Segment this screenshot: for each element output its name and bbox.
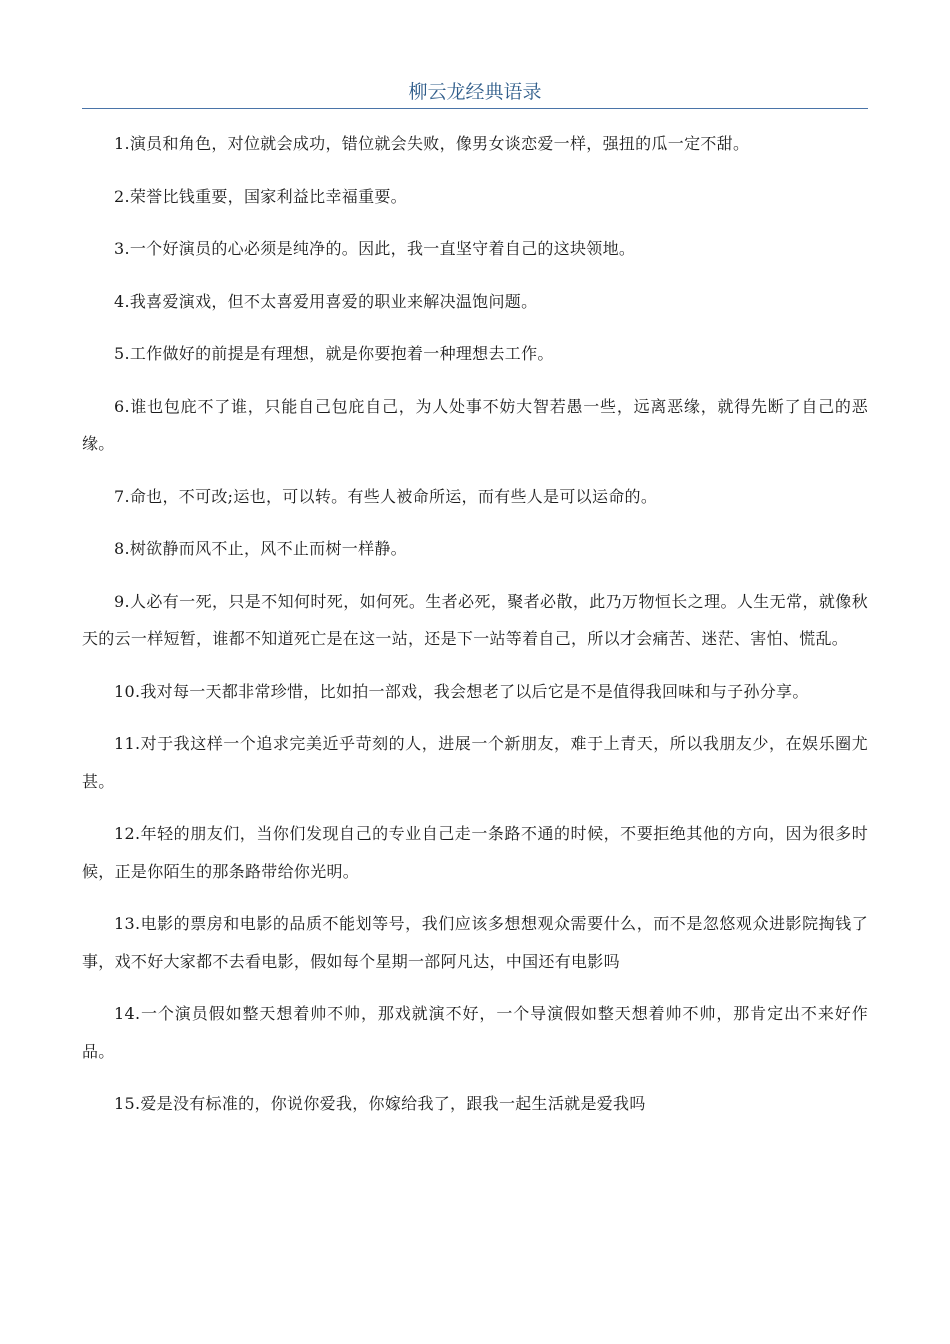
quote-item: 14.一个演员假如整天想着帅不帅，那戏就演不好，一个导演假如整天想着帅不帅，那肯定出不来好作品。 bbox=[82, 1004, 868, 1061]
quote-item: 15.爱是没有标准的，你说你爱我，你嫁给我了，跟我一起生活就是爱我吗 bbox=[114, 1094, 646, 1113]
quote-item: 12.年轻的朋友们，当你们发现自己的专业自己走一条路不通的时候，不要拒绝其他的方向，因为很多时候，正是你陌生的那条路带给你光明。 bbox=[82, 824, 868, 881]
document-title: 柳云龙经典语录 bbox=[408, 81, 542, 103]
quote-item: 6.谁也包庇不了谁，只能自己包庇自己，为人处事不妨大智若愚一些，远离恶缘，就得先断了自己的恶缘。 bbox=[82, 396, 868, 453]
quote-item: 4.我喜爱演戏，但不太喜爱用喜爱的职业来解决温饱问题。 bbox=[114, 291, 538, 311]
quote-item: 9.人必有一死，只是不知何时死，如何死。生者必死，聚者必散，此乃万物恒长之理。人生无常，就像秋天的云一样短暂，谁都不知道死亡是在这一站，还是下一站等着自己，所以才会痛苦、迷茫、害怕、慌乱。 bbox=[82, 591, 868, 648]
title-divider bbox=[82, 108, 868, 109]
quote-item: 2.荣誉比钱重要，国家利益比幸福重要。 bbox=[114, 186, 407, 206]
document-page bbox=[82, 78, 868, 1138]
quote-list bbox=[82, 125, 868, 1123]
quote-item: 7.命也，不可改;运也，可以转。有些人被命所运，而有些人是可以运命的。 bbox=[114, 486, 658, 506]
quote-item: 1.演员和角色，对位就会成功，错位就会失败，像男女谈恋爱一样，强扭的瓜一定不甜。 bbox=[114, 134, 750, 153]
quote-item: 5.工作做好的前提是有理想，就是你要抱着一种理想去工作。 bbox=[114, 344, 554, 363]
quote-item: 13.电影的票房和电影的品质不能划等号，我们应该多想想观众需要什么，而不是忽悠观众进影院掏钱了事，戏不好大家都不去看电影，假如每个星期一部阿凡达，中国还有电影吗 bbox=[82, 914, 868, 971]
quote-item: 8.树欲静而风不止，风不止而树一样静。 bbox=[114, 539, 407, 558]
quote-item: 3.一个好演员的心必须是纯净的。因此，我一直坚守着自己的这块领地。 bbox=[114, 239, 636, 258]
quote-item: 10.我对每一天都非常珍惜，比如拍一部戏，我会想老了以后它是不是值得我回味和与子孙分享。 bbox=[114, 681, 809, 701]
quote-item: 11.对于我这样一个追求完美近乎苛刻的人，进展一个新朋友，难于上青天，所以我朋友少，在娱乐圈尤甚。 bbox=[82, 734, 868, 791]
